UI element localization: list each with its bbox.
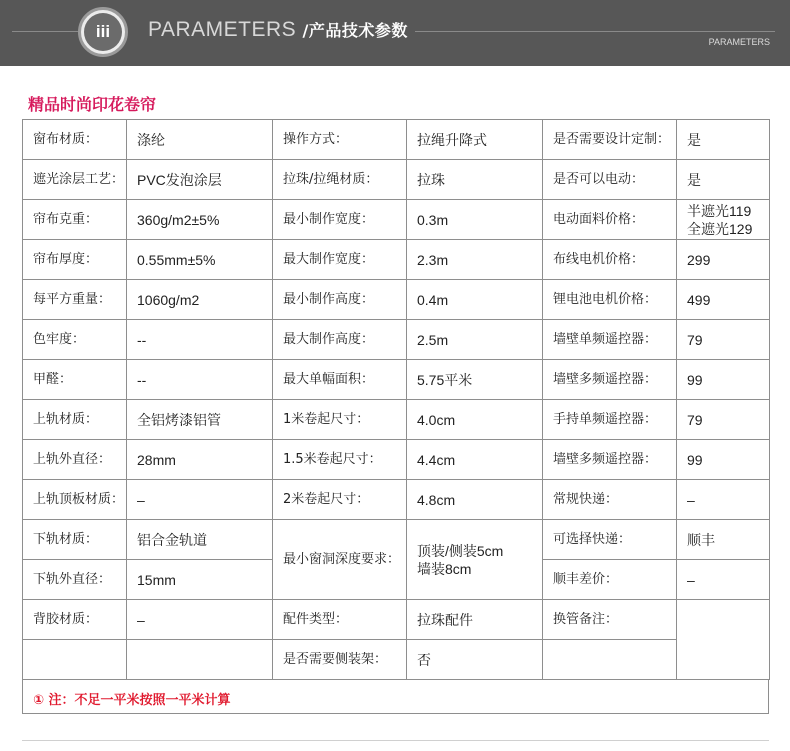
spec-value-empty	[677, 600, 770, 680]
spec-value-line: 顶装/侧装5cm	[417, 542, 504, 559]
spec-value: 99	[677, 360, 770, 400]
banner-divider-left	[12, 31, 78, 32]
spec-value: 299	[677, 240, 770, 280]
spec-label: 2米卷起尺寸：	[273, 480, 407, 520]
spec-label: 可选择快递：	[543, 520, 677, 560]
table-row	[23, 240, 770, 280]
table-row	[23, 440, 770, 480]
spec-table	[22, 119, 770, 680]
bottom-divider	[22, 740, 769, 741]
spec-value: 全铝烤漆铝管	[127, 400, 273, 440]
spec-value: –	[127, 600, 273, 640]
spec-value: 99	[677, 440, 770, 480]
table-row	[23, 400, 770, 440]
spec-value: 0.3m	[407, 200, 543, 240]
spec-label: 常规快递：	[543, 480, 677, 520]
spec-label: 上轨顶板材质：	[23, 480, 127, 520]
table-row	[23, 480, 770, 520]
spec-label: 最大制作高度：	[273, 320, 407, 360]
spec-label-empty	[23, 640, 127, 680]
table-row	[23, 320, 770, 360]
spec-value: 2.3m	[407, 240, 543, 280]
spec-value: --	[127, 320, 273, 360]
spec-value: 360g/m2±5%	[127, 200, 273, 240]
spec-label: 最大单幅面积：	[273, 360, 407, 400]
spec-value: 15mm	[127, 560, 273, 600]
spec-value: 2.5m	[407, 320, 543, 360]
spec-value-empty	[127, 640, 273, 680]
spec-label: 是否可以电动：	[543, 160, 677, 200]
spec-label: 下轨外直径：	[23, 560, 127, 600]
spec-value: 是	[677, 120, 770, 160]
banner-title-en: PARAMETERS	[148, 18, 297, 41]
spec-label-empty	[543, 640, 677, 680]
spec-label: 甲醛：	[23, 360, 127, 400]
spec-label: 上轨材质：	[23, 400, 127, 440]
spec-label: 顺丰差价：	[543, 560, 677, 600]
spec-value: –	[677, 480, 770, 520]
spec-value: 4.0cm	[407, 400, 543, 440]
spec-label: 最小窗洞深度要求：	[273, 520, 407, 600]
spec-label: 换管备注：	[543, 600, 677, 640]
spec-label: 1.5米卷起尺寸：	[273, 440, 407, 480]
spec-value: 拉绳升降式	[407, 120, 543, 160]
spec-value: –	[127, 480, 273, 520]
spec-label: 背胶材质：	[23, 600, 127, 640]
spec-label: 是否需要侧装架：	[273, 640, 407, 680]
spec-value: 0.55mm±5%	[127, 240, 273, 280]
spec-value: 涤纶	[127, 120, 273, 160]
spec-label: 拉珠/拉绳材质：	[273, 160, 407, 200]
spec-label: 色牢度：	[23, 320, 127, 360]
banner-divider-right	[415, 31, 775, 32]
spec-value: 是	[677, 160, 770, 200]
table-row	[23, 280, 770, 320]
spec-label: 是否需要设计定制：	[543, 120, 677, 160]
spec-value: PVC发泡涂层	[127, 160, 273, 200]
spec-label: 墙壁多频遥控器：	[543, 440, 677, 480]
table-row	[23, 640, 770, 680]
spec-value: 28mm	[127, 440, 273, 480]
spec-label: 电动面料价格：	[543, 200, 677, 240]
banner-tag: PARAMETERS	[708, 37, 770, 47]
table-row	[23, 200, 770, 240]
table-row	[23, 120, 770, 160]
spec-label: 1米卷起尺寸：	[273, 400, 407, 440]
spec-label: 帘布克重：	[23, 200, 127, 240]
spec-value: –	[677, 560, 770, 600]
spec-label: 锂电池电机价格：	[543, 280, 677, 320]
spec-value: --	[127, 360, 273, 400]
table-row	[23, 160, 770, 200]
spec-label: 遮光涂层工艺：	[23, 160, 127, 200]
spec-label: 上轨外直径：	[23, 440, 127, 480]
spec-value: 5.75平米	[407, 360, 543, 400]
spec-value: 79	[677, 320, 770, 360]
footnote: ① 注：不足一平米按照一平米计算	[22, 680, 769, 714]
spec-label: 下轨材质：	[23, 520, 127, 560]
banner-title	[148, 18, 408, 42]
spec-value: 4.4cm	[407, 440, 543, 480]
spec-label: 最大制作宽度：	[273, 240, 407, 280]
spec-value	[677, 200, 770, 240]
spec-label: 帘布厚度：	[23, 240, 127, 280]
badge-label: iii	[84, 13, 122, 51]
spec-value: 0.4m	[407, 280, 543, 320]
spec-label: 最小制作高度：	[273, 280, 407, 320]
spec-value-line: 墙装8cm	[417, 560, 472, 577]
spec-label: 布线电机价格：	[543, 240, 677, 280]
spec-label: 墙壁多频遥控器：	[543, 360, 677, 400]
spec-value	[407, 520, 543, 600]
spec-value: 拉珠配件	[407, 600, 543, 640]
spec-value: 79	[677, 400, 770, 440]
banner-title-cn: /产品技术参数	[302, 21, 408, 40]
table-row	[23, 600, 770, 640]
table-row	[23, 520, 770, 560]
spec-value-line: 全遮光129	[687, 220, 753, 237]
spec-value: 顺丰	[677, 520, 770, 560]
spec-value: 1060g/m2	[127, 280, 273, 320]
spec-value: 否	[407, 640, 543, 680]
product-title: 精品时尚印花卷帘	[28, 95, 157, 114]
spec-value: 铝合金轨道	[127, 520, 273, 560]
table-row	[23, 360, 770, 400]
spec-label: 最小制作宽度：	[273, 200, 407, 240]
spec-value: 4.8cm	[407, 480, 543, 520]
spec-label: 操作方式：	[273, 120, 407, 160]
spec-value-line: 半遮光119	[687, 202, 752, 219]
roman-numeral-badge-icon	[78, 7, 128, 57]
spec-label: 手持单频遥控器：	[543, 400, 677, 440]
spec-table-body	[23, 120, 770, 680]
spec-label: 墙壁单频遥控器：	[543, 320, 677, 360]
spec-label: 每平方重量：	[23, 280, 127, 320]
spec-value: 499	[677, 280, 770, 320]
spec-label: 窗布材质：	[23, 120, 127, 160]
header-banner	[0, 0, 790, 66]
spec-label: 配件类型：	[273, 600, 407, 640]
spec-value: 拉珠	[407, 160, 543, 200]
